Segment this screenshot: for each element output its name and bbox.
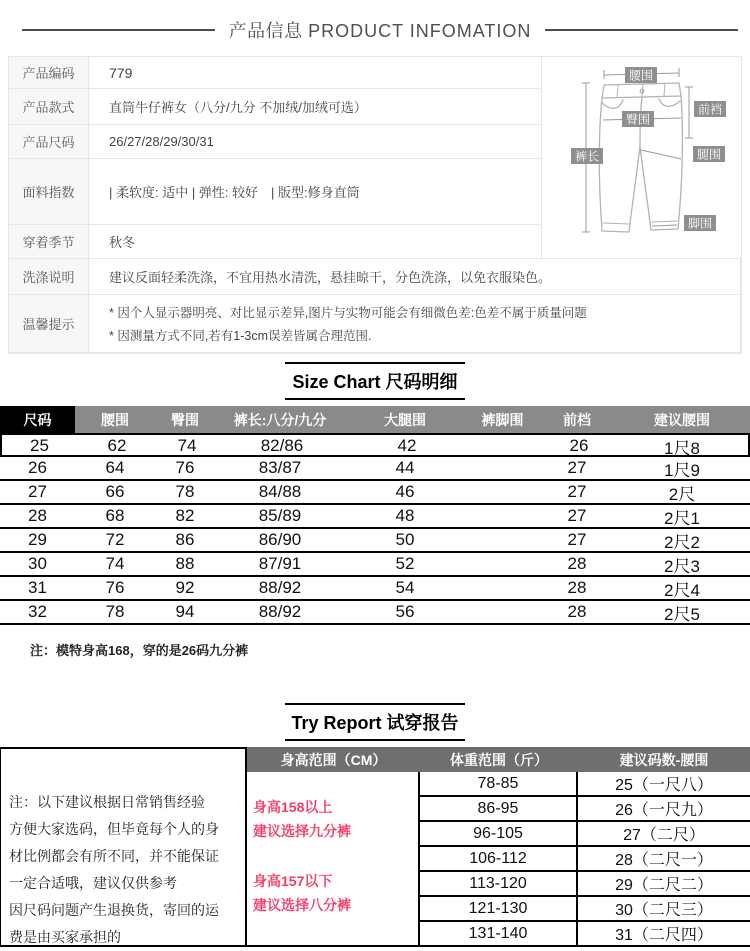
size-chart-cell: 83/87 (258, 458, 302, 477)
try-report-body (247, 772, 750, 945)
weight-range-cell: 121-130 (420, 897, 576, 922)
size-chart-cell: 2尺5 (664, 604, 700, 624)
side-note-line: 方便大家选码，但毕竟每个人的身 (9, 821, 219, 837)
try-report-column-header: 身高范围（CM） (280, 751, 387, 768)
size-chart-cell: 32 (28, 602, 47, 621)
try-report-column-header: 体重范围（斤） (450, 751, 548, 768)
size-chart-cell: 2尺1 (664, 508, 700, 528)
size-chart-cell: 82/86 (260, 436, 304, 455)
size-chart-cell: 26 (569, 436, 589, 455)
try-report-title-cn: 试穿报告 (386, 713, 459, 733)
product-info-label: 穿着季节 (9, 225, 89, 259)
size-chart-cell: 25 (30, 436, 49, 455)
product-info-value (89, 295, 741, 353)
product-info-label: 洗涤说明 (9, 259, 89, 295)
header-rule-left (22, 29, 215, 31)
size-chart-row (0, 529, 750, 553)
suggested-size-cell: 30（二尺三） (578, 897, 750, 922)
size-chart-cell: 78 (105, 602, 125, 621)
product-info-label: 面料指数 (9, 159, 89, 225)
size-chart-cell: 94 (175, 602, 195, 621)
size-chart-cell: 27 (567, 506, 587, 525)
size-chart-body (0, 433, 750, 625)
pants-length-label: 裤长 (574, 149, 600, 163)
size-chart-cell: 31 (28, 578, 47, 597)
size-chart-cell: 2尺2 (664, 532, 700, 552)
size-chart-row (0, 433, 750, 457)
suggested-size-cell: 27（二尺） (578, 822, 750, 847)
pants-diagram-svg (543, 58, 740, 258)
size-chart-cell: 76 (105, 578, 125, 597)
height-advice-line: 身高157以下 (253, 873, 333, 889)
size-chart-cell: 28 (567, 578, 587, 597)
waist-label: 腰围 (628, 68, 654, 82)
size-chart-cell (465, 481, 540, 503)
size-chart-column-header: 腰围 (101, 411, 129, 428)
product-info-value: 779 (89, 57, 542, 89)
page-header (0, 0, 750, 52)
size-chart-title (285, 362, 465, 400)
size-chart-cell: 27 (567, 530, 587, 549)
size-chart-cell: 27 (567, 482, 587, 501)
size-chart-cell: 1尺8 (664, 438, 700, 458)
size-chart-column-header: 裤脚围 (481, 411, 524, 428)
size-chart-cell (465, 505, 540, 527)
size-chart-cell: 92 (175, 578, 195, 597)
size-chart-cell: 30 (28, 554, 47, 573)
size-chart-cell: 56 (395, 602, 415, 621)
page-title-cn: 产品信息 (228, 21, 303, 41)
suggested-size-cell: 31（二尺四） (615, 927, 713, 944)
suggested-size-cell: 29（二尺二） (578, 872, 750, 897)
size-chart-header-row (0, 406, 750, 433)
side-note-line: 材比例都会有所不同，并不能保证 (9, 848, 219, 864)
size-chart-cell: 76 (175, 458, 195, 477)
size-chart-cell (465, 601, 540, 623)
size-chart-cell: 78 (175, 482, 195, 501)
size-chart-title-en: Size Chart (292, 372, 381, 392)
header-rule-right (545, 29, 738, 31)
advice-spacer (253, 843, 418, 869)
size-chart-cell: 82 (175, 506, 195, 525)
product-info-value: 秋冬 (89, 225, 542, 259)
size-chart-cell: 2尺 (668, 484, 696, 504)
size-chart-column-header: 尺码 (0, 406, 75, 433)
size-chart-cell: 88/92 (258, 602, 302, 621)
side-note-line: 因尺码问题产生退换货，寄回的运 (9, 902, 219, 918)
size-chart-cell: 68 (105, 506, 125, 525)
size-chart-cell: 28 (567, 602, 587, 621)
product-info-value: 建议反面轻柔洗涤，不宜用热水清洗，悬挂晾干，分色洗涤，以免衣服染色。 (89, 259, 741, 295)
suggested-size-cell: 28（二尺一） (578, 847, 750, 872)
size-chart-cell: 84/88 (258, 482, 302, 501)
size-chart-cell: 88 (175, 554, 195, 573)
size-chart-cell: 52 (395, 554, 415, 573)
page-title-en: PRODUCT INFOMATION (308, 21, 532, 41)
size-chart-column-header: 臀围 (171, 411, 199, 428)
weight-range-cell: 113-120 (420, 872, 576, 897)
size-chart-cell: 50 (395, 530, 415, 549)
size-chart-cell: 88/92 (258, 578, 302, 597)
size-chart-cell: 86/90 (258, 530, 302, 549)
size-chart-column-header: 建议腰围 (654, 411, 710, 428)
leg-opening-label: 脚围 (687, 216, 713, 230)
size-chart-title-cn: 尺码明细 (385, 372, 458, 392)
size-chart-row (0, 553, 750, 577)
size-chart-column-header: 裤长:八分/九分 (233, 411, 327, 428)
size-chart-cell: 28 (28, 506, 47, 525)
suggested-size-column (578, 772, 750, 945)
height-advice-line: 建议选择九分裤 (253, 823, 351, 839)
size-chart-table (0, 406, 750, 625)
size-chart-cell: 42 (397, 436, 417, 455)
product-info-label: 温馨提示 (9, 295, 89, 353)
suggested-size-cell: 26（一尺九） (578, 797, 750, 822)
size-chart-cell (465, 577, 540, 599)
size-chart-row (0, 457, 750, 481)
size-chart-cell: 2尺3 (664, 556, 700, 576)
product-info-table (8, 56, 742, 354)
size-chart-cell (465, 457, 540, 479)
try-report-side-note (0, 747, 247, 945)
size-chart-cell: 54 (395, 578, 415, 597)
size-chart-cell: 85/89 (258, 506, 302, 525)
size-chart-row (0, 601, 750, 625)
size-chart-cell: 86 (175, 530, 195, 549)
front-rise-label: 前裆 (697, 102, 723, 116)
size-chart-cell: 72 (105, 530, 125, 549)
size-chart-note: 注：模特身高168，穿的是26码九分裤 (30, 643, 249, 658)
side-note-line: 一定合适哦，建议仅供参考 (9, 875, 177, 891)
size-chart-cell: 1尺9 (664, 460, 700, 480)
size-chart-column-header: 大腿围 (384, 411, 426, 428)
size-chart-cell: 87/91 (258, 554, 302, 573)
thigh-label: 腿围 (696, 147, 722, 161)
size-chart-cell: 48 (395, 506, 415, 525)
try-report-title (285, 703, 465, 741)
weight-range-cell: 131-140 (468, 924, 528, 942)
size-chart-cell: 28 (567, 554, 587, 573)
height-advice-line: 身高158以上 (253, 799, 333, 815)
size-chart-cell: 2尺4 (664, 580, 700, 600)
notice-line: * 因个人显示器明亮、对比显示差异,图片与实物可能会有细微色差:色差不属于质量问题 (109, 306, 587, 320)
weight-range-cell: 86-95 (420, 797, 576, 822)
size-chart-cell: 64 (105, 458, 125, 477)
height-advice-column (247, 772, 420, 945)
page-title (229, 17, 532, 43)
size-chart-cell: 74 (105, 554, 125, 573)
try-report-column-header: 建议码数-腰围 (619, 751, 709, 768)
try-report-title-en: Try Report (291, 713, 382, 733)
product-info-label: 产品尺码 (9, 125, 89, 159)
try-report-table (0, 747, 750, 947)
pants-measurement-diagram (542, 57, 741, 259)
size-chart-cell: 29 (28, 530, 47, 549)
height-advice-line: 建议选择八分裤 (253, 897, 351, 913)
size-chart-cell: 62 (107, 436, 127, 455)
size-chart-cell: 44 (395, 458, 415, 477)
size-chart-cell: 27 (567, 458, 587, 477)
side-note-line: 费是由买家承担的 (9, 929, 121, 945)
size-chart-cell (465, 529, 540, 551)
try-report-grid (247, 747, 750, 945)
size-chart-cell: 46 (395, 482, 415, 501)
try-report-header-row (247, 747, 750, 772)
size-chart-cell: 74 (177, 436, 197, 455)
hip-label: 臀围 (625, 112, 651, 126)
size-chart-cell: 66 (105, 482, 125, 501)
size-chart-row (0, 505, 750, 529)
side-note-line: 注：以下建议根据日常销售经验 (9, 794, 205, 810)
weight-range-cell: 96-105 (420, 822, 576, 847)
product-info-value: 26/27/28/29/30/31 (89, 125, 542, 159)
size-chart-column-header: 前档 (563, 411, 591, 428)
weight-range-cell: 78-85 (420, 772, 576, 797)
weight-range-cell: 106-112 (420, 847, 576, 872)
size-chart-cell: 26 (28, 458, 47, 477)
size-chart-row (0, 481, 750, 505)
product-info-label: 产品款式 (9, 89, 89, 125)
size-chart-cell: 27 (28, 482, 47, 501)
product-info-value: 直筒牛仔裤女（八分/九分 不加绒/加绒可选） (89, 89, 542, 125)
suggested-size-cell: 25（一尺八） (578, 772, 750, 797)
size-chart-row (0, 577, 750, 601)
product-info-label: 产品编码 (9, 57, 89, 89)
product-info-value: | 柔软度: 适中 | 弹性: 较好 | 版型:修身直筒 (89, 159, 542, 225)
weight-range-column (420, 772, 578, 945)
size-chart-cell (465, 553, 540, 575)
size-chart-cell (467, 435, 542, 457)
notice-line: * 因测量方式不同,若有1-3cm误差皆属合理范围. (109, 329, 372, 343)
